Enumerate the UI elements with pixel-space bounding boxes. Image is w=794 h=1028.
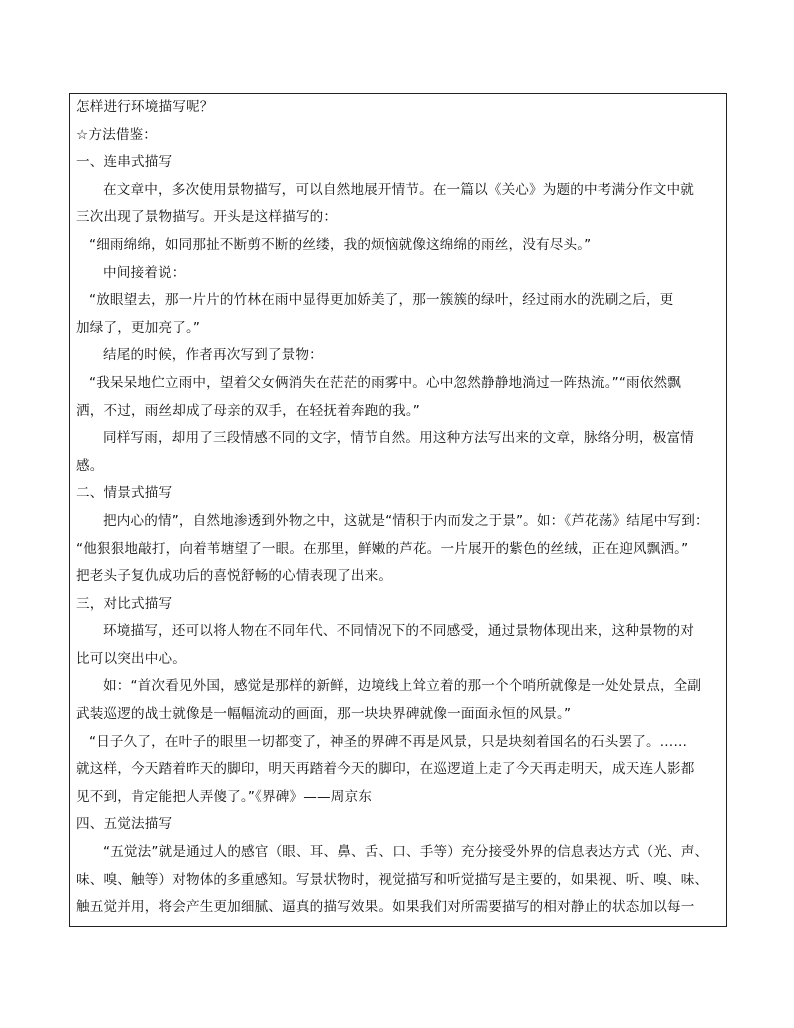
paragraph-line: 同样写雨，却用了三段情感不同的文字，情节自然。用这种方法写出来的文章，脉络分明，极富情 <box>103 430 694 447</box>
paragraph-line: 结尾的时候，作者再次写到了景物： <box>103 347 323 364</box>
quote-line: “日子久了，在叶子的眼里一切都变了，神圣的界碑不再是风景，只是块刻着国名的石头罢了。…… <box>89 733 688 750</box>
paragraph-line: 如：“首次看见外国，感觉是那样的新鲜，边境线上耸立着的那一个个哨所就像是一处处景点，全副 <box>103 678 702 695</box>
section-heading: 一、连串式描写 <box>76 154 173 171</box>
quote-line: 见不到，肯定能把人弄傻了。”《界碑》——周京东 <box>76 788 372 805</box>
paragraph-line: 感。 <box>76 457 104 474</box>
paragraph-line: 比可以突出中心。 <box>76 650 186 667</box>
paragraph-line: 味、嗅、触等）对物体的多重感知。写景状物时，视觉描写和听觉描写是主要的，如果视、听、嗅、味、 <box>76 871 709 888</box>
paragraph-line: 把内心的情”，自然地渗透到外物之中，这就是“情积于内而发之于景”。如：《芦花荡》结尾中写到： <box>103 512 709 529</box>
quote-line: 洒，不过，雨丝却成了母亲的双手，在轻抚着奔跑的我。” <box>76 402 420 419</box>
paragraph-line: 武装巡逻的战士就像是一幅幅流动的画面，那一块块界碑就像一面面永恒的风景。” <box>76 706 572 723</box>
paragraph-line: 把老头子复仇成功后的喜悦舒畅的心情表现了出来。 <box>76 568 393 585</box>
paragraph-line: 中间接着说： <box>103 264 186 281</box>
document-body <box>76 94 722 922</box>
paragraph-line: 触五觉并用，将会产生更加细腻、逼真的描写效果。如果我们对所需要描写的相对静止的状态加以每一 <box>76 899 695 916</box>
section-heading: 二、情景式描写 <box>76 485 173 502</box>
paragraph-line: 环境描写，还可以将人物在不同年代、不同情况下的不同感受，通过景物体现出来，这种景物的对 <box>103 623 694 640</box>
quote-line: “细雨绵绵，如同那扯不断剪不断的丝缕，我的烦恼就像这绵绵的雨丝，没有尽头。” <box>89 236 592 253</box>
page-title: 怎样进行环境描写呢？ <box>76 99 214 115</box>
paragraph-line: 在文章中，多次使用景物描写，可以自然地展开情节。在一篇以《关心》为题的中考满分作文中就 <box>103 181 694 198</box>
section-heading: 四、五觉法描写 <box>76 816 173 833</box>
paragraph-line: “五觉法”就是通过人的感官（眼、耳、鼻、舌、口、手等）充分接受外界的信息表达方式（光、声、 <box>103 844 709 861</box>
section-heading: 三，对比式描写 <box>76 595 173 612</box>
paragraph-line: 三次出现了景物描写。开头是这样描写的： <box>76 209 338 226</box>
quote-line: “我呆呆地伫立雨中，望着父女俩消失在茫茫的雨雾中。心中忽然静静地淌过一阵热流。”“雨依然飘 <box>89 374 682 391</box>
paragraph-line: “他狠狠地敲打，向着苇塘望了一眼。在那里，鲜嫩的芦花。一片展开的紫色的丝绒，正在迎风飘洒。” <box>76 540 689 557</box>
method-label: ☆方法借鉴： <box>76 126 158 143</box>
quote-line: 加绿了，更加亮了。” <box>76 319 201 336</box>
quote-line: 就这样，今天踏着昨天的脚印，明天再踏着今天的脚印，在巡逻道上走了今天再走明天，成天连人影都 <box>76 761 695 778</box>
quote-line: “放眼望去，那一片片的竹林在雨中显得更加娇美了，那一簇簇的绿叶，经过雨水的洗刷之后，更 <box>89 292 674 309</box>
